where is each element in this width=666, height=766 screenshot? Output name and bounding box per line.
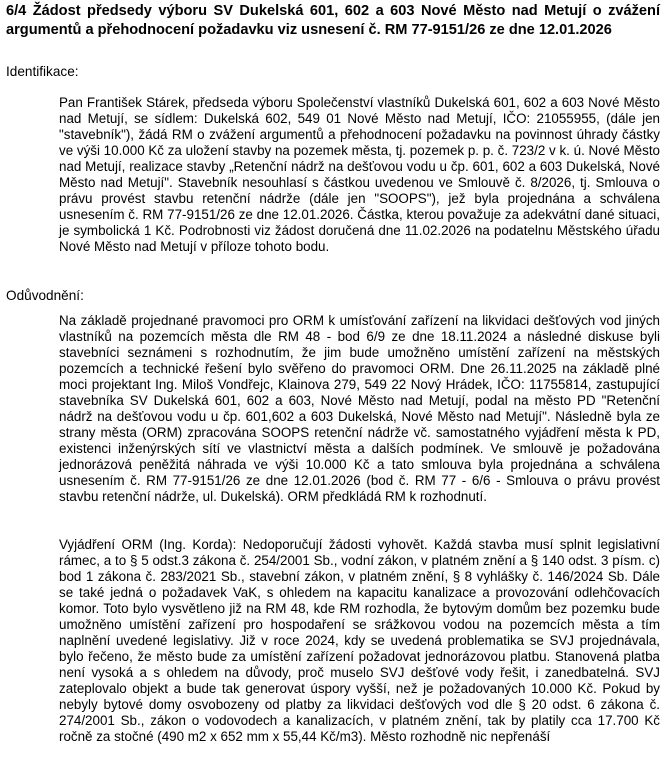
identifikace-heading: Identifikace:	[6, 64, 79, 79]
oduvodneni-heading: Odůvodnění:	[6, 288, 84, 303]
oduvodneni-paragraph-2: Vyjádření ORM (Ing. Korda): Nedoporučují žádosti vyhovět. Každá stavba musí splnit legislativní rámec, a to § 5 odst.3 zákona č. 254/2001 Sb., vodní zákon, v platném znění a § 140 odst. 3 písm. c) bod 1 zákona č. 283/2021 Sb., stavební zákon, v platném znění, § 8 vyhlášky č. 146/2024 Sb. Dále se také jedná o požadavek VaK, s ohledem na kapacitu kanalizace a provozování odlehčovacích komor. Toto bylo vysvětleno již na RM 48, kde RM rozhodla, že bytovým domům bez pozemku bude umožněno umístění zařízení pro hospodaření se srážkovou vodou na pozemcích města a tím naplnění uvedené legislativy. Již v roce 2024, kdy se uvedená problematika se SVJ projednávala, bylo řečeno, že město bude za umístění zařízení požadovat jednorázovou platbu. Stanovená platba není vysoká a s ohledem na důvody, proč muselo SVJ dešťové vody řešit, i zanedbatelná. SVJ zateplovalo objekt a bude tak generovat úspory vyšší, než je požadovaných 10.000 Kč. Pokud by nebyly bytové domy osvobozeny od platby za likvidaci dešťových vod dle § 20 odst. 6 zákona č. 274/2001 Sb., zákon o vodovodech a kanalizacích, v platném znění, tak by platily cca 17.700 Kč ročně za stočné (490 m2 x 652 mm x 55,44 Kč/m3). Město rozhodně nic nepřenáší	[59, 537, 660, 744]
item-title: 6/4 Žádost předsedy výboru SV Dukelská 601, 602 a 603 Nové Město nad Metují o zvážení argumentů a přehodnocení požadavku viz usnesení č. RM 77-9151/26 ze dne 12.01.2026	[6, 3, 660, 38]
identifikace-text: Pan František Stárek, předseda výboru Společenství vlastníků Dukelská 601, 602 a 603 Nové Město nad Metují, se sídlem: Dukelská 602, 549 01 Nové Město nad Metují, IČO: 21055955, (dále jen "stavebník"), žádá RM o zvážení argumentů a přehodnocení požadavku na povinnost úhrady částky ve výši 10.000 Kč za uložení stavby na pozemek města, tj. pozemek p. p. č. 723/2 v k. ú. Nové Město nad Metují, realizace stavby „Retenční nádrž na dešťovou vodu u čp. 601, 602 a 603 Dukelská, Nové Město nad Metují". Stavebník nesouhlasí s částkou uvedenou ve Smlouvě č. 8/2026, tj. Smlouva o právu provést stavbu retenční nádrže (dále jen "SOOPS"), jež byla projednána a schválena usnesením č. RM 77-9151/26 ze dne 12.01.2026. Částka, kterou považuje za adekvátní dané situaci, je symbolická 1 Kč. Podrobnosti viz žádost doručená dne 11.02.2026 na podatelnu Městského úřadu Nové Město nad Metují v příloze tohoto bodu.	[59, 95, 660, 254]
oduvodneni-paragraph-1: Na základě projednané pravomoci pro ORM k umísťování zařízení na likvidaci dešťových vod jiných vlastníků na pozemcích města dle RM 48 - bod 6/9 ze dne 18.11.2024 a následné diskuse byli stavebníci seznámeni s rozhodnutím, že jim bude umožněno umístění zařízení na městských pozemcích a technické řešení bylo svěřeno do pravomoci ORM. Dne 26.11.2025 na základě plné moci projektant Ing. Miloš Vondřejc, Klainova 279, 549 22 Nový Hrádek, IČO: 11755814, zastupující stavebníka SV Dukelská 601, 602 a 603, Nové Město nad Metují, podal na město PD "Retenční nádrž na dešťovou vodu u čp. 601,602 a 603 Dukelská, Nové Město nad Metují". Následně byla ze strany města (ORM) zpracována SOOPS retenční nádrže vč. samostatného vyjádření města k PD, existenci inženýrských sítí ve vlastnictví města a dalších podmínek. Ve smlouvě je požadována jednorázová peněžitá náhrada ve výši 10.000 Kč a tato smlouva byla projednána a schválena usnesením č. RM 77-9151/26 ze dne 12.01.2026 (bod č. RM 77 - 6/6 - Smlouva o právu provést stavbu retenční nádrže, ul. Dukelská). ORM předkládá RM k rozhodnutí.	[59, 313, 660, 504]
